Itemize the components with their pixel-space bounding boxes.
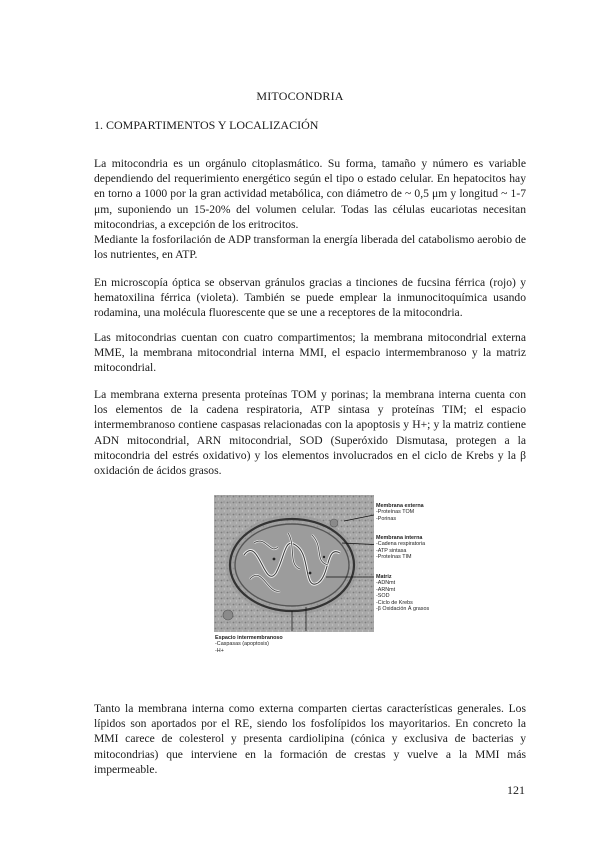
paragraph: La mitocondria es un orgánulo citoplasmático. Su forma, tamaño y número es variable dependiendo del requerimiento energético según el tipo o estado celular. En hepatocitos hay en torno a 1000 por la gran actividad metabólica, con diámetro de ~ 0,5 μm y longitud ~ 1-7 μm, suponiendo un 15-20% del volumen celular. Todas las células eucariotas necesitan mitocondrias, a excepción de los eritrocitos.	[94, 157, 526, 231]
outer-membrane-labels	[376, 503, 424, 522]
paragraph: Las mitocondrias cuentan con cuatro compartimentos; la membrana mitocondrial externa MME, la membrana mitocondrial interna MMI, el espacio intermembranoso y la matriz mitocondrial.	[94, 331, 526, 375]
outer-membrane-item: -Proteínas TOM	[376, 509, 415, 516]
matrix-item: -ADNmt	[376, 580, 396, 587]
intermembrane-space-labels	[215, 635, 283, 654]
matrix-title: Matriz	[376, 574, 392, 580]
page-title: MITOCONDRIA	[256, 89, 344, 103]
matrix-item: -ARNmt	[376, 586, 396, 593]
paragraph: Mediante la fosforilación de ADP transforman la energía liberada del catabolismo aerobio de los nutrientes, en ATP.	[94, 233, 526, 262]
intermembrane-space-item: -H+	[215, 647, 224, 654]
paragraph: Tanto la membrana interna como externa comparten ciertas características generales. Los lípidos son aportados por el RE, siendo los fosfolípidos los mayoritarios. En concreto la MMI carece de colesterol y presenta cardiolipina (cónica y exclusiva de bacterias y mitocondrias) que interviene en la formación de crestas y vuelve a la MMI más impermeable.	[94, 702, 526, 776]
paragraph: La membrana externa presenta proteínas TOM y porinas; la membrana interna cuenta con los elementos de la cadena respiratoria, ATP sintasa y proteínas TIM; el espacio intermembranoso contiene caspasas relacionadas con la apoptosis y H+; y la matriz contiene ADN mitocondrial, ARN mitocondrial, SOD (Superóxido Dismutasa, protegen a la mitocondria del estrés oxidativo) y los elementos involucrados en el ciclo de Krebs y la β oxidación de ácidos grasos.	[94, 388, 526, 478]
matrix-item: -Ciclo de Krebs	[376, 599, 413, 606]
inner-membrane-item: -Proteínas TIM	[376, 554, 412, 561]
intermembrane-space-item: -Caspasas (apoptosis)	[215, 641, 269, 648]
intermembrane-space-title: Espacio intermembranoso	[215, 635, 283, 641]
matrix-labels	[376, 574, 429, 612]
inner-membrane-labels	[376, 535, 425, 561]
inner-membrane-item: -ATP sintasa	[376, 547, 407, 554]
outer-membrane-title: Membrana externa	[376, 503, 424, 509]
matrix-item: -SOD	[376, 593, 390, 600]
inner-membrane-item: -Cadena respiratoria	[376, 541, 426, 548]
section-heading: 1. COMPARTIMENTOS Y LOCALIZACIÓN	[94, 118, 319, 132]
figure-labels	[205, 495, 475, 660]
outer-membrane-item: -Porinas	[376, 515, 397, 522]
inner-membrane-title: Membrana interna	[376, 535, 423, 541]
paragraph: En microscopía óptica se observan gránulos gracias a tinciones de fucsina férrica (rojo) y hematoxilina férrica (violeta). También se puede emplear la inmunocitoquímica usando rodamina, una molécula fluorescente que se une a receptores de la mitocondria.	[94, 276, 526, 320]
matrix-item: -β Oxidación Á grasos	[376, 606, 430, 613]
mitochondria-figure	[205, 495, 475, 660]
page-number: 121	[507, 783, 525, 797]
